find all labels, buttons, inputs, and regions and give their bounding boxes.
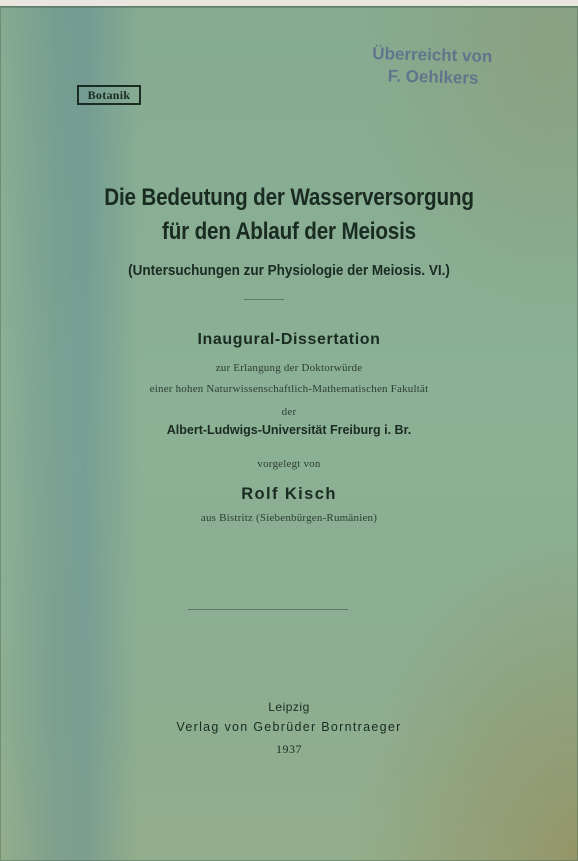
ownership-stamp — [359, 43, 540, 92]
dissertation-line-1: zur Erlangung der Doktorwürde — [215, 362, 363, 374]
imprint-publisher: Verlag von Gebrüder Borntraeger — [176, 720, 402, 734]
title-line-1: Die Bedeutung der Wasserversorgung — [104, 184, 474, 211]
subject-label: Botanik — [77, 85, 141, 105]
dissertation-line-2: einer hohen Naturwissenschaftlich-Mathematischen Fakultät — [149, 383, 429, 395]
author-origin: aus Bistritz (Siebenbürgen-Rumänien) — [200, 512, 378, 524]
book-cover — [0, 6, 578, 861]
author-name: Rolf Kisch — [241, 485, 337, 503]
dissertation-line-3: der — [281, 406, 297, 418]
divider-long — [188, 609, 348, 610]
imprint-place: Leipzig — [268, 700, 310, 714]
title-line-2: für den Ablauf der Meiosis — [162, 218, 416, 245]
imprint-year: 1937 — [276, 742, 302, 756]
stamp-line-2: F. Oehlkers — [387, 66, 479, 88]
university-name: Albert-Ludwigs-Universität Freiburg i. Br. — [166, 423, 412, 437]
presented-by: vorgelegt von — [257, 458, 321, 470]
subtitle: (Untersuchungen zur Physiologie der Meiosis. VI.) — [128, 262, 450, 279]
divider-short — [244, 299, 284, 300]
stamp-line-1: Überreicht von — [372, 43, 493, 67]
dissertation-heading: Inaugural-Dissertation — [197, 331, 381, 348]
